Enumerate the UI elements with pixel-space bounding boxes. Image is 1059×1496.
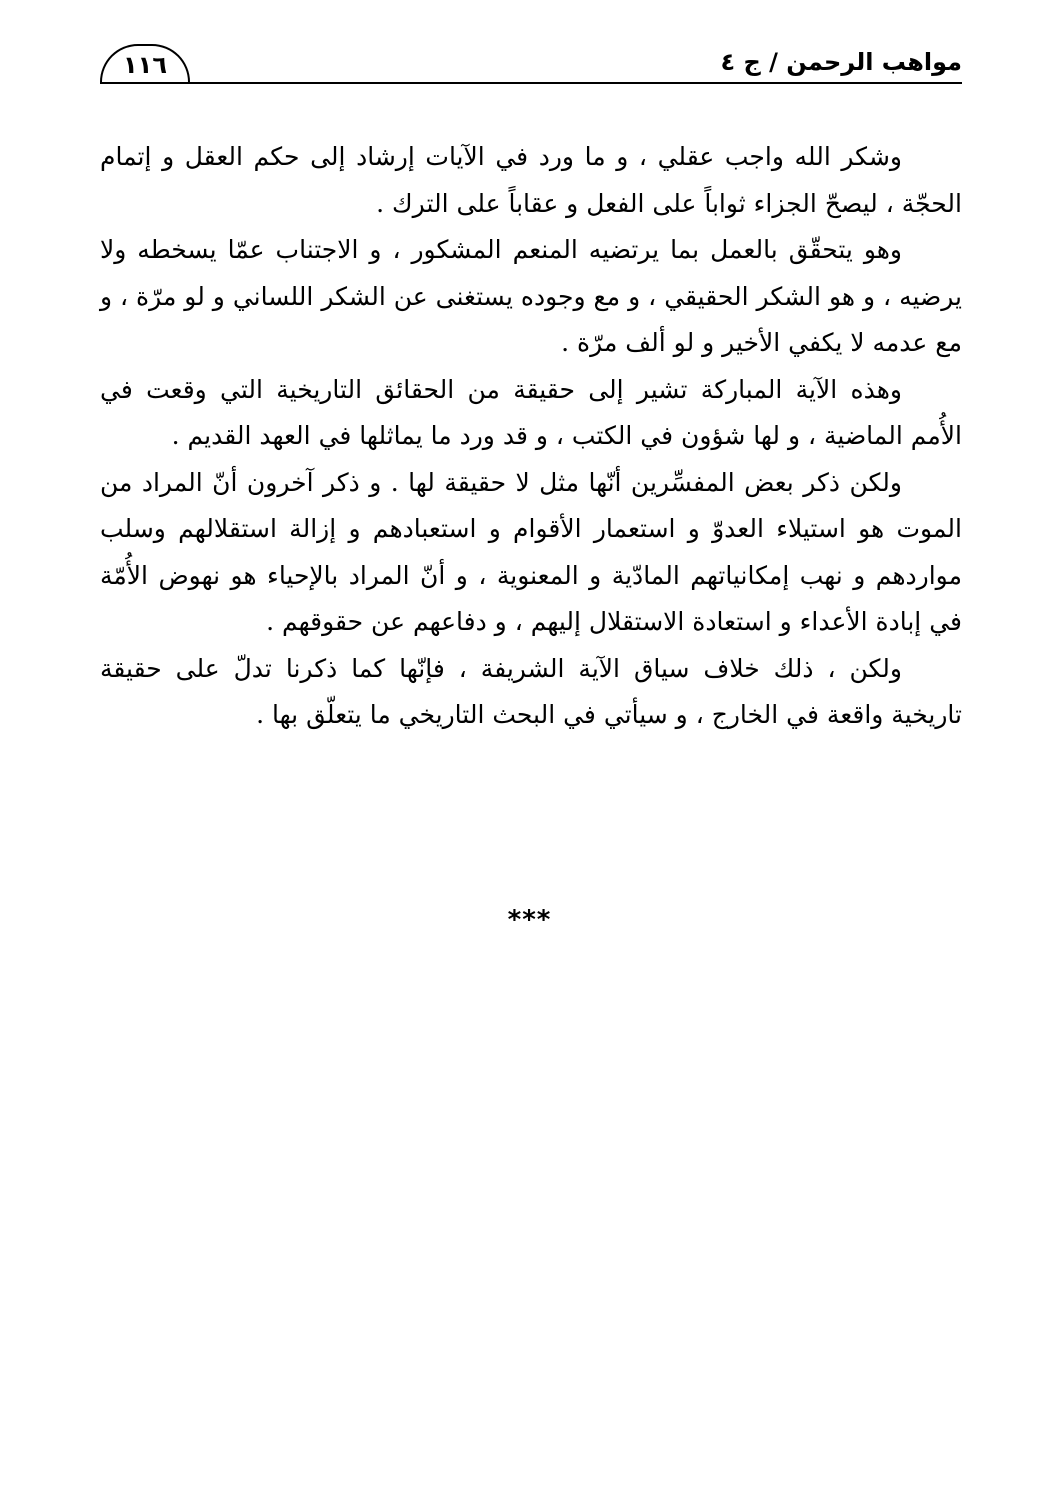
- paragraph: وهو يتحقّق بالعمل بما يرتضيه المنعم المشكور ، و الاجتناب عمّا يسخطه ولا يرضيه ، و هو الشكر الحقيقي ، و مع وجوده يستغنى عن الشكر اللساني و لو مرّة ، و مع عدمه لا يكفي الأخير و لو ألف مرّة .: [100, 235, 962, 357]
- running-title: مواهب الرحمن / ج ٤: [720, 48, 962, 76]
- section-separator: ***: [507, 905, 552, 935]
- paragraph: ولكن ، ذلك خلاف سياق الآية الشريفة ، فإنّها كما ذكرنا تدلّ على حقيقة تاريخية واقعة في الخارج ، و سيأتي في البحث التاريخي ما يتعلّق بها .: [100, 653, 962, 729]
- paragraph: وشكر الله واجب عقلي ، و ما ورد في الآيات إرشاد إلى حكم العقل و إتمام الحجّة ، ليصحّ الجزاء ثواباً على الفعل و عقاباً على الترك .: [100, 142, 962, 218]
- header-rule: [100, 82, 962, 84]
- body-text: [100, 134, 962, 739]
- paragraph: ولكن ذكر بعض المفسِّرين أنّها مثل لا حقيقة لها . و ذكر آخرون أنّ المراد من الموت هو استيلاء العدوّ و استعمار الأقوام و استعبادهم و إزالة استقلالهم وسلب مواردهم و نهب إمكانياتهم المادّية و المعنوية ، و أنّ المراد بالإحياء هو نهوض الأُمّة في إبادة الأعداء و استعادة الاستقلال إليهم ، و دفاعهم عن حقوقهم .: [100, 467, 962, 636]
- page-number: ١١٦: [100, 44, 190, 82]
- page-header: [100, 40, 962, 90]
- paragraph: وهذه الآية المباركة تشير إلى حقيقة من الحقائق التاريخية التي وقعت في الأُمم الماضية ، و لها شؤون في الكتب ، و قد ورد ما يماثلها في العهد القديم .: [100, 374, 962, 450]
